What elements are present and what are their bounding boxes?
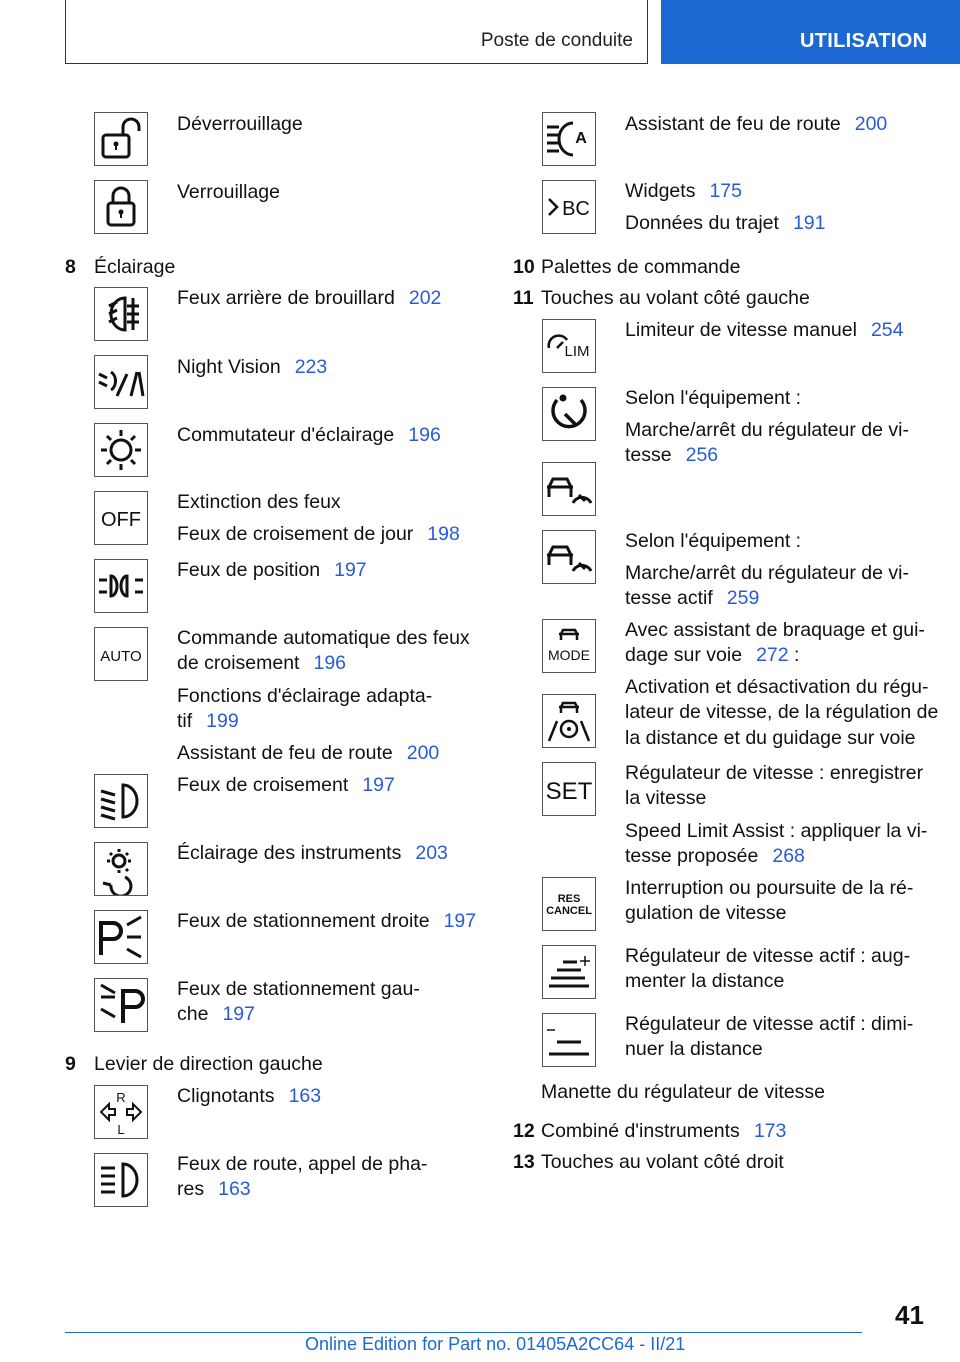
bc-icon [542,180,596,234]
item-12-label: Combiné d'instruments 173 [541,1120,787,1142]
activation-line3: la distance et du guidage sur voie [625,727,916,749]
high-beam-line1: Feux de route, appel de pha- [177,1153,428,1175]
svg-text:SET: SET [545,778,593,805]
speed-limiter-label: Limiteur de vitesse manuel 254 [625,319,904,341]
equipment-note-2: Selon l'équipement : [625,530,802,552]
svg-text:L: L [117,1122,125,1137]
turn-signal-label: Clignotants 163 [177,1085,322,1107]
light-switch-icon [94,423,148,477]
set-speed-line2: la vitesse [625,787,707,809]
item-11-label: Touches au volant côté gauche [541,287,810,309]
unlock-label: Déverrouillage [177,113,303,135]
speed-limiter-icon [542,319,596,373]
svg-text:A: A [575,130,587,147]
driving-assistant-icon [542,694,596,748]
trip-data-page-link[interactable]: 191 [792,212,826,234]
item-10-label: Palettes de commande [541,256,741,278]
low-beam-label: Feux de croisement 197 [177,774,395,796]
svg-text:RES: RES [557,893,581,905]
night-vision-page-link[interactable]: 223 [294,356,328,378]
hba-right-label: Assistant de feu de route 200 [625,113,888,135]
rear-fog-page-link[interactable]: 202 [408,287,442,309]
high-beam-line2: res 163 [177,1178,251,1200]
header-section-box [65,0,648,64]
res-cancel-icon [542,877,596,931]
equipment-note-1: Selon l'équipement : [625,387,802,409]
header-chapter-tab [661,0,960,64]
low-beam-icon [94,774,148,828]
steering-assist-page-link[interactable]: 272 [756,644,789,666]
distance-increase-line1: Régulateur de vitesse actif : aug- [625,945,911,967]
turn-signal-page-link[interactable]: 163 [288,1085,322,1107]
item-9-label: Levier de direction gauche [94,1053,323,1075]
svg-text:AUTO: AUTO [100,648,142,665]
low-beam-page-link[interactable]: 197 [362,774,395,796]
unlock-icon [94,112,148,166]
instrument-lighting-page-link[interactable]: 203 [415,842,448,864]
footer-divider [65,1332,862,1333]
active-cruise-icon [542,462,596,516]
activation-line1: Activation et désactivation du régu- [625,676,929,698]
distance-increase-line2: menter la distance [625,970,785,992]
hba-right-page-link[interactable]: 200 [854,113,888,135]
auto-lights-page-link[interactable]: 196 [313,652,347,674]
active-cruise-icon-2 [542,530,596,584]
interruption-line2: gulation de vitesse [625,902,787,924]
parking-light-right-icon [94,910,148,964]
lock-label: Verrouillage [177,181,280,203]
adaptive-lights-line1: Fonctions d'éclairage adapta- [177,685,433,707]
lights-off-label: Extinction des feux [177,491,341,513]
drl-label: Feux de croisement de jour 198 [177,523,460,545]
steering-assist-line1: Avec assistant de braquage et gui- [625,619,925,641]
high-beam-icon [94,1153,148,1207]
parking-light-right-page-link[interactable]: 197 [443,910,477,932]
parking-light-left-icon [94,978,148,1032]
parking-light-right-label: Feux de stationnement droite 197 [177,910,477,932]
item-13-label: Touches au volant côté droit [541,1151,784,1173]
hba-left-label: Assistant de feu de route 200 [177,742,440,764]
drl-page-link[interactable]: 198 [427,523,460,545]
turn-signal-icon [94,1085,148,1139]
steering-assist-line2: dage sur voie 272 : [625,644,800,666]
cruise-control-icon [542,387,596,441]
auto-lights-line1: Commande automatique des feux [177,627,470,649]
lock-icon [94,180,148,234]
page-number: 41 [895,1300,924,1330]
svg-text:MODE: MODE [548,647,590,663]
speed-limiter-page-link[interactable]: 254 [870,319,904,341]
footer-edition: Online Edition for Part no. 01405A2CC64 - II/21 [305,1334,686,1354]
set-icon [542,762,596,816]
widgets-page-link[interactable]: 175 [709,180,742,202]
svg-text:LIM: LIM [564,343,590,360]
instrument-lighting-label: Éclairage des instruments 203 [177,842,448,864]
speed-limit-assist-line1: Speed Limit Assist : appliquer la vi- [625,820,928,842]
distance-increase-icon [542,945,596,999]
item-13-number: 13 [513,1151,535,1173]
light-switch-page-link[interactable]: 196 [408,424,441,446]
cruise-onoff-page-link[interactable]: 256 [685,444,719,466]
night-vision-label: Night Vision 223 [177,356,328,378]
item-8-label: Éclairage [94,256,176,278]
cruise-onoff-line1: Marche/arrêt du régulateur de vi- [625,419,909,441]
speed-limit-assist-page-link[interactable]: 268 [772,845,805,867]
item-11-number: 11 [513,287,534,309]
adaptive-lights-line2: tif 199 [177,710,239,732]
trip-data-label: Données du trajet 191 [625,212,826,234]
interruption-line1: Interruption ou poursuite de la ré- [625,877,914,899]
activation-line2: lateur de vitesse, de la régulation de [625,701,939,723]
adaptive-lights-page-link[interactable]: 199 [206,710,239,732]
cruise-lever-label: Manette du régulateur de vitesse [541,1081,826,1103]
item-10-number: 10 [513,256,535,278]
svg-text:OFF: OFF [101,509,141,531]
active-cruise-line1: Marche/arrêt du régulateur de vi- [625,562,909,584]
position-lights-label: Feux de position 197 [177,559,367,581]
high-beam-page-link[interactable]: 163 [218,1178,251,1200]
set-speed-line1: Régulateur de vitesse : enregistrer [625,762,924,784]
distance-decrease-line1: Régulateur de vitesse actif : dimi- [625,1013,914,1035]
parking-light-left-line2: che 197 [177,1003,255,1025]
mode-icon [542,619,596,673]
item-9-number: 9 [65,1053,76,1075]
widgets-label: Widgets 175 [625,180,742,202]
svg-text:R: R [116,1090,126,1105]
rear-fog-light-icon [94,287,148,341]
item-8-number: 8 [65,256,76,278]
cruise-onoff-line2: tesse 256 [625,444,719,466]
instrument-lighting-icon [94,842,148,896]
distance-decrease-icon [542,1013,596,1067]
hba-left-page-link[interactable]: 200 [406,742,440,764]
parking-light-left-page-link[interactable]: 197 [222,1003,255,1025]
lights-off-icon [94,491,148,545]
light-switch-label: Commutateur d'éclairage 196 [177,424,441,446]
parking-light-left-line1: Feux de stationnement gau- [177,978,420,1000]
active-cruise-line2: tesse actif 259 [625,587,760,609]
speed-limit-assist-line2: tesse proposée 268 [625,845,805,867]
svg-text:BC: BC [562,198,590,220]
rear-fog-label: Feux arrière de brouillard 202 [177,287,442,309]
svg-text:CANCEL: CANCEL [546,905,592,917]
position-lights-page-link[interactable]: 197 [334,559,367,581]
distance-decrease-line2: nuer la distance [625,1038,763,1060]
auto-lights-icon [94,627,148,681]
active-cruise-page-link[interactable]: 259 [726,587,760,609]
position-lights-icon [94,559,148,613]
item-12-page-link[interactable]: 173 [753,1120,787,1142]
auto-lights-line2: de croisement 196 [177,652,347,674]
header-section-title: Poste de conduite [480,30,633,51]
high-beam-assist-icon [542,112,596,166]
night-vision-icon [94,355,148,409]
header-chapter-title: UTILISATION [800,30,928,52]
item-12-number: 12 [513,1120,535,1142]
